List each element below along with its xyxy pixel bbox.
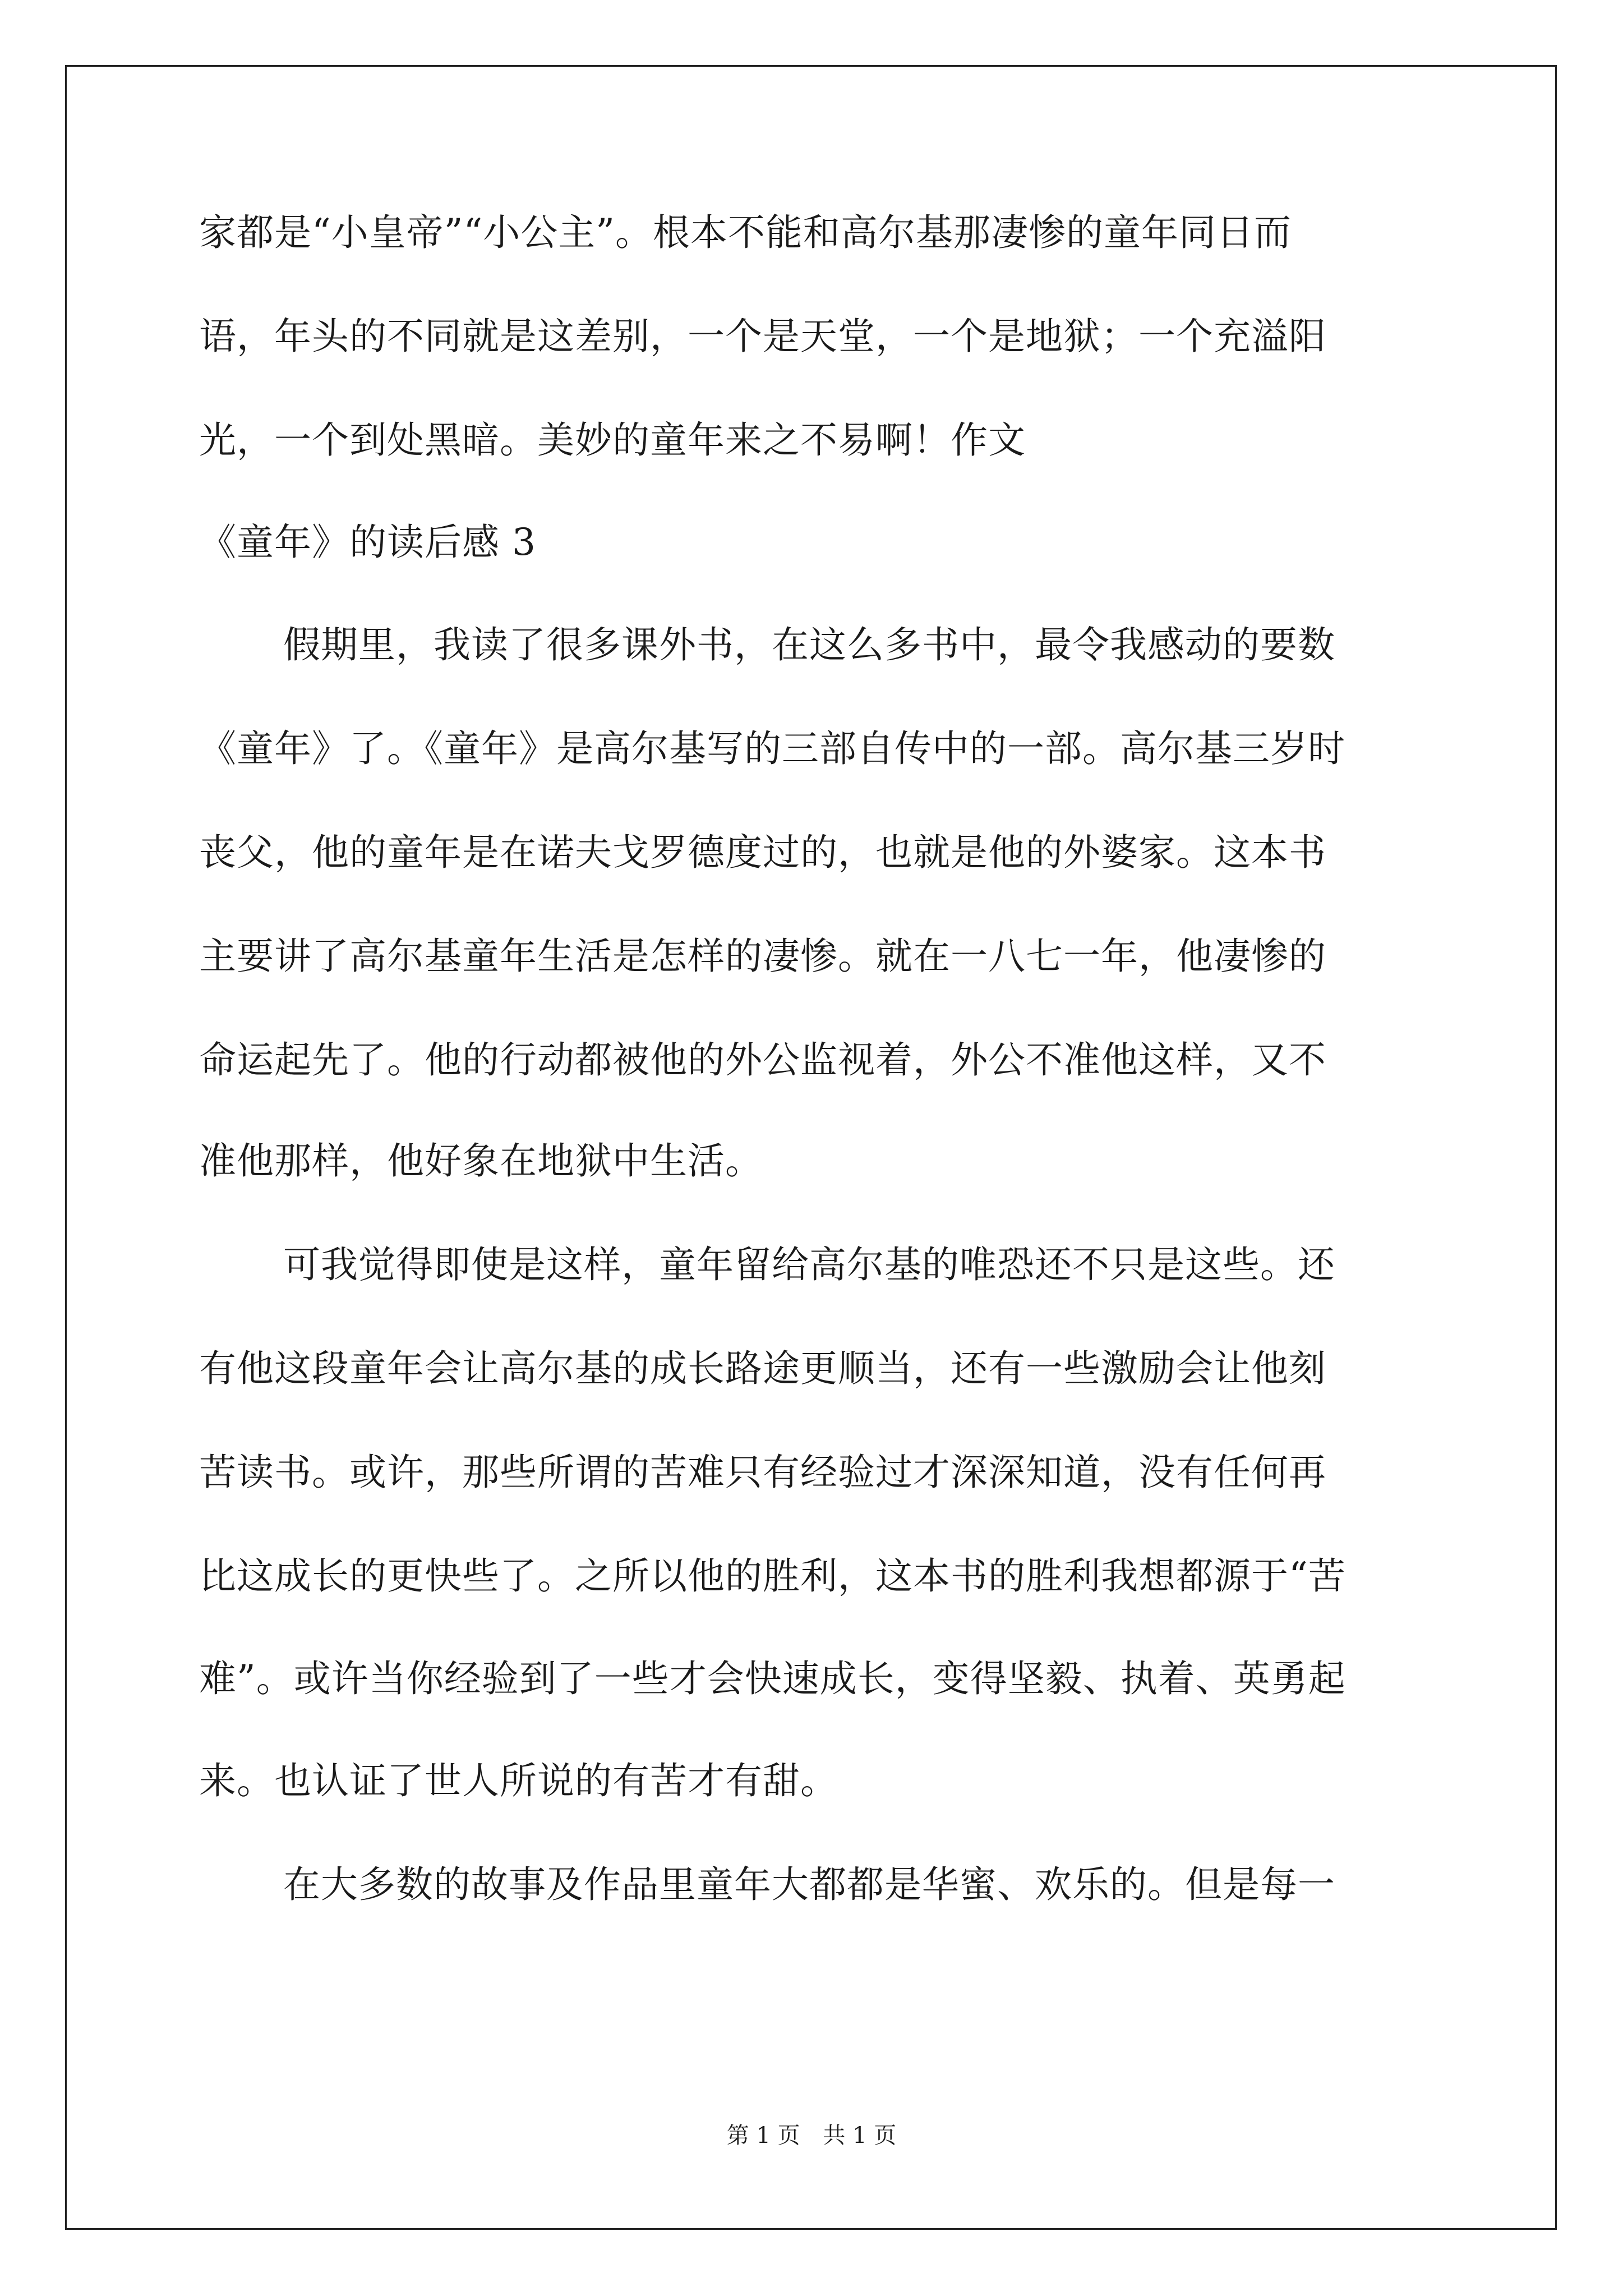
text-line: 《童年》了。《童年》是高尔基写的三部自传中的一部。高尔基三岁时 (199, 727, 1345, 770)
text-line: 有他这段童年会让高尔基的成长路途更顺当，还有一些激励会让他刻 (199, 1347, 1326, 1390)
text-line: 难”。或许当你经验到了一些才会快速成长，变得坚毅、执着、英勇起 (199, 1657, 1346, 1700)
text-line: 丧父，他的童年是在诺夫戈罗德度过的，也就是他的外婆家。这本书 (199, 831, 1326, 874)
text-line: 来。也认证了世人所说的有苦才有甜。 (199, 1759, 838, 1802)
paragraph-first-line: 可我觉得即使是这样，童年留给高尔基的唯恐还不只是这些。还 (283, 1243, 1335, 1286)
text-line: 语，年头的不同就是这差别，一个是天堂，一个是地狱；一个充溢阳 (199, 315, 1326, 358)
page-total: 共 1 页 (823, 2123, 897, 2148)
text-line: 主要讲了高尔基童年生活是怎样的凄惨。就在一八七一年，他凄惨的 (199, 935, 1326, 978)
text-line: 比这成长的更快些了。之所以他的胜利，这本书的胜利我想都源于“苦 (199, 1554, 1346, 1598)
page-footer (0, 2122, 1623, 2150)
text-line: 命运起先了。他的行动都被他的外公监视着，外公不准他这样，又不 (199, 1038, 1326, 1082)
text-line: 光，一个到处黑暗。美妙的童年来之不易啊！作文 (199, 418, 1026, 462)
paragraph-first-line: 假期里，我读了很多课外书，在这么多书中，最令我感动的要数 (283, 623, 1335, 666)
paragraph-first-line: 在大多数的故事及作品里童年大都都是华蜜、欢乐的。但是每一 (283, 1863, 1335, 1906)
page-number: 第 1 页 (726, 2123, 800, 2148)
text-line: 准他那样，他好象在地狱中生活。 (199, 1139, 763, 1182)
text-line: 家都是“小皇帝”“小公主”。根本不能和高尔基那凄惨的童年同日而 (199, 211, 1292, 254)
text-line: 苦读书。或许，那些所谓的苦难只有经验过才深深知道，没有任何再 (199, 1451, 1326, 1494)
section-heading: 《童年》的读后感 3 (199, 521, 536, 564)
